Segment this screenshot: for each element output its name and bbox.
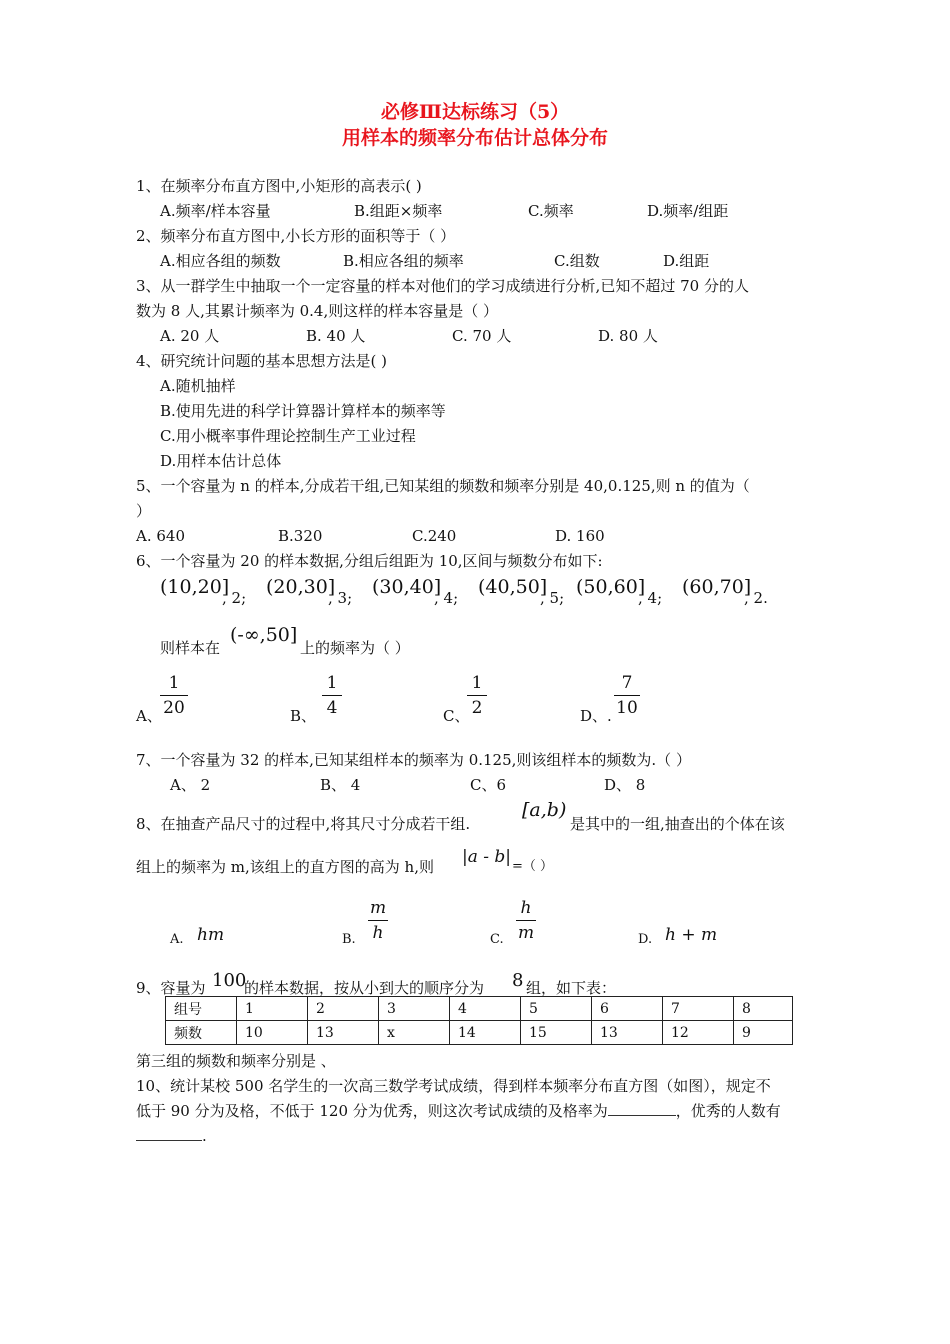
q8-abs-expression: |a - b| (462, 847, 512, 867)
q1-stem: 1、在频率分布直方图中,小矩形的高表示( ) (136, 177, 422, 195)
q6-interval-5: (50,60] (576, 576, 646, 598)
q5-stem-line1: 5、一个容量为 n 的样本,分成若干组,已知某组的频数和频率分别是 40,0.125,则 n 的值为（ (136, 477, 750, 495)
q7-option-b: B、 4 (320, 776, 361, 794)
table-cell: 10 (237, 1021, 308, 1045)
q6-freq-4: , 5; (540, 589, 565, 607)
table-row (166, 997, 793, 1021)
q9-sample-size: 100 (212, 970, 247, 991)
q6-freq-1: , 2; (222, 589, 247, 607)
q6-option-c-label: C、 (443, 707, 470, 725)
q2-option-c: C.组数 (554, 252, 600, 270)
q6-option-d-fraction (614, 673, 640, 718)
q1-option-b: B.组距×频率 (354, 202, 443, 220)
excellent-count-blank (136, 1126, 202, 1141)
page-subtitle: 用样本的频率分布估计总体分布 (341, 127, 608, 149)
fraction-bar (467, 695, 487, 696)
table-cell: x (379, 1021, 450, 1045)
q5-option-a: A. 640 (136, 527, 185, 545)
q8-option-b-fraction (368, 898, 388, 943)
q6-option-b-denominator: 4 (326, 698, 338, 718)
page-title: 必修Ⅲ达标练习（5） (380, 101, 570, 123)
q4-option-c: C.用小概率事件理论控制生产工业过程 (160, 427, 416, 445)
q8-option-b-denominator: h (372, 923, 384, 943)
pass-rate-blank (608, 1101, 676, 1116)
q6-stem: 6、一个容量为 20 的样本数据,分组后组距为 10,区间与频数分布如下: (136, 552, 603, 570)
fraction-bar (516, 920, 536, 921)
table-cell: 2 (308, 997, 379, 1021)
q9-stem-suffix: 组，如下表： (526, 979, 617, 997)
table-cell: 15 (521, 1021, 592, 1045)
q4-option-d: D.用样本估计总体 (160, 452, 282, 470)
q3-option-d: D. 80 人 (598, 327, 658, 345)
q2-stem: 2、频率分布直方图中,小长方形的面积等于（ ） (136, 227, 456, 245)
q4-stem: 4、研究统计问题的基本思想方法是( ) (136, 352, 388, 370)
table-cell: 4 (450, 997, 521, 1021)
q7-option-c: C、6 (470, 776, 507, 794)
q8-option-a-label: A. (170, 932, 184, 947)
q6-option-a-denominator: 20 (163, 698, 185, 718)
q3-stem-line1: 3、从一群学生中抽取一个一定容量的样本对他们的学习成绩进行分析,已知不超过 70 分的人 (136, 277, 749, 295)
q3-option-a: A. 20 人 (160, 327, 220, 345)
table-cell: 8 (734, 997, 793, 1021)
q6-question-interval: (-∞,50] (230, 624, 298, 646)
q2-option-b: B.相应各组的频率 (343, 252, 464, 270)
fraction-bar (368, 920, 388, 921)
q9-stem-prefix: 9、容量为 (136, 979, 206, 997)
q6-option-a-fraction (160, 673, 188, 718)
q7-option-a: A、 2 (170, 776, 211, 794)
q8-interval: [a,b) (522, 799, 567, 821)
q7-stem: 7、一个容量为 32 的样本,已知某组样本的频率为 0.125,则该组样本的频数为.（ ） (136, 751, 691, 769)
q8-option-c-label: C. (490, 932, 504, 947)
table-cell: 13 (592, 1021, 663, 1045)
q8-line2-suffix: =（ ） (512, 859, 554, 874)
q9-follow-up: 第三组的频数和频率分别是 、 (136, 1052, 336, 1070)
q3-option-c: C. 70 人 (452, 327, 512, 345)
q8-option-d-expression: h + m (665, 925, 718, 945)
q10-line3-suffix: . (202, 1127, 207, 1145)
q6-interval-3: (30,40] (372, 576, 442, 598)
q6-freq-6: , 2. (744, 589, 768, 607)
q6-freq-2: , 3; (328, 589, 353, 607)
q6-freq-5: , 4; (638, 589, 663, 607)
q6-interval-2: (20,30] (266, 576, 336, 598)
q8-option-c-denominator: m (517, 923, 535, 943)
q8-stem-prefix: 8、在抽查产品尺寸的过程中,将其尺寸分成若干组. (136, 815, 471, 833)
q10-line2-text: 低于 90 分为及格，不低于 120 分为优秀，则这次考试成绩的及格率为 (136, 1102, 608, 1120)
q10-line1: 10、统计某校 500 名学生的一次高三数学考试成绩，得到样本频率分布直方图（如图），规定不 (136, 1077, 771, 1095)
q2-option-a: A.相应各组的频数 (160, 252, 281, 270)
table-cell: 14 (450, 1021, 521, 1045)
table-cell: 3 (379, 997, 450, 1021)
q7-option-d: D、 8 (604, 776, 646, 794)
q8-option-c-fraction (516, 898, 536, 943)
q6-freq-3: , 4; (434, 589, 459, 607)
q8-option-a-expression: hm (197, 925, 225, 945)
q1-option-d: D.频率/组距 (647, 202, 729, 220)
q6-interval-1: (10,20] (160, 576, 230, 598)
q6-question-suffix: 上的频率为（ ） (300, 639, 410, 657)
q6-option-c-numerator: 1 (471, 673, 483, 693)
q9-group-count: 8 (512, 970, 524, 991)
q6-option-a-label: A、 (136, 707, 162, 725)
fraction-bar (322, 695, 342, 696)
q6-option-b-fraction (322, 673, 342, 718)
q6-option-c-denominator: 2 (471, 698, 483, 718)
q10-line3 (136, 1126, 207, 1146)
q6-option-b-label: B、 (290, 707, 317, 725)
q2-option-d: D.组距 (663, 252, 710, 270)
q1-option-c: C.频率 (528, 202, 574, 220)
q6-interval-6: (60,70] (682, 576, 752, 598)
table-cell: 7 (663, 997, 734, 1021)
fraction-bar (614, 695, 640, 696)
table-cell: 1 (237, 997, 308, 1021)
q4-option-b: B.使用先进的科学计算器计算样本的频率等 (160, 402, 446, 420)
table-cell: 频数 (166, 1021, 237, 1045)
q5-option-c: C.240 (412, 527, 457, 545)
table-cell: 13 (308, 1021, 379, 1045)
table-cell: 组号 (166, 997, 237, 1021)
table-cell: 9 (734, 1021, 793, 1045)
table-row (166, 1021, 793, 1045)
q6-question-prefix: 则样本在 (160, 639, 221, 657)
q6-interval-4: (40,50] (478, 576, 548, 598)
table-cell: 5 (521, 997, 592, 1021)
q3-option-b: B. 40 人 (306, 327, 366, 345)
table-cell: 6 (592, 997, 663, 1021)
q6-option-c-fraction (467, 673, 487, 718)
q5-stem-line2: ） (136, 502, 152, 520)
table-cell: 12 (663, 1021, 734, 1045)
q6-option-d-numerator: 7 (621, 673, 633, 693)
q5-option-d: D. 160 (555, 527, 605, 545)
q6-option-d-label: D、. (580, 707, 612, 725)
q8-line2-prefix: 组上的频率为 m,该组上的直方图的高为 h,则 (136, 858, 434, 876)
q6-option-b-numerator: 1 (326, 673, 338, 693)
q10-line2-suffix: ，优秀的人数有 (675, 1102, 781, 1120)
q8-option-b-numerator: m (369, 898, 387, 918)
q8-stem-suffix: 是其中的一组,抽查出的个体在该 (570, 815, 785, 833)
q10-line2 (136, 1101, 781, 1121)
q1-option-a: A.频率/样本容量 (160, 202, 271, 220)
q9-stem-middle: 的样本数据，按从小到大的顺序分为 (244, 979, 485, 997)
q8-option-b-label: B. (342, 932, 356, 947)
q3-stem-line2: 数为 8 人,其累计频率为 0.4,则这样的样本容量是（ ） (136, 302, 499, 320)
q8-option-d-label: D. (638, 932, 653, 947)
q5-option-b: B.320 (278, 527, 323, 545)
q9-frequency-table (165, 996, 793, 1045)
q4-option-a: A.随机抽样 (160, 377, 236, 395)
q6-option-d-denominator: 10 (616, 698, 638, 718)
fraction-bar (160, 695, 188, 696)
q6-option-a-numerator: 1 (168, 673, 180, 693)
q8-option-c-numerator: h (520, 898, 532, 918)
